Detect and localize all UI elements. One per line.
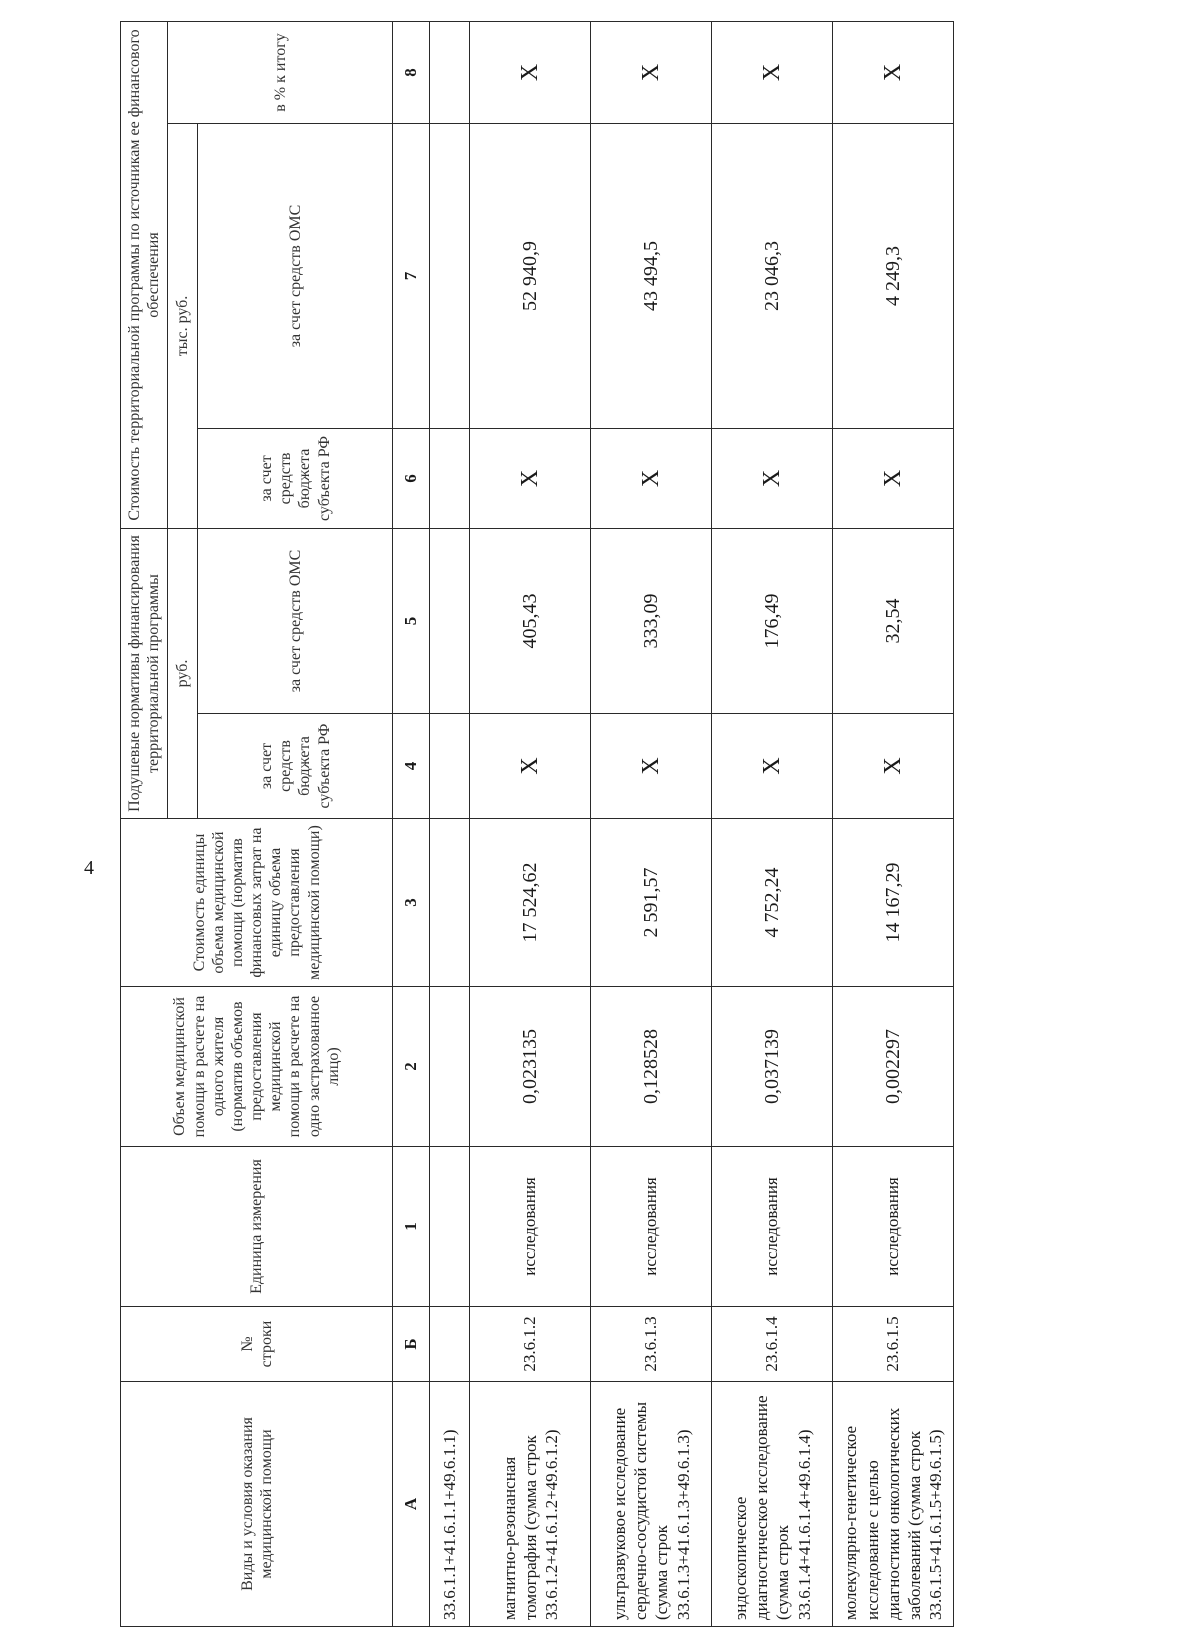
row-unit: исследования: [833, 1147, 954, 1307]
row-budget-tys: X: [591, 428, 712, 528]
row-oms-rub: 333,09: [591, 528, 712, 713]
financing-table: [120, 21, 954, 1627]
row-oms-tys: 43 494,5: [591, 123, 712, 428]
header-line-number: № строки: [121, 1307, 393, 1382]
col-index: 2: [393, 987, 430, 1147]
col-index: 8: [393, 21, 430, 123]
header-tys-rub: тыс. руб.: [168, 123, 198, 528]
row-line: 23.6.1.3: [591, 1307, 712, 1382]
header-vid: Виды и условия оказания медицинской помощи: [121, 1382, 393, 1627]
table-row: [833, 21, 954, 1626]
col-index: 5: [393, 528, 430, 713]
row-unit: исследования: [591, 1147, 712, 1307]
row-unit-cost: 17 524,62: [470, 819, 591, 987]
row-percent: X: [470, 21, 591, 123]
row-volume: 0,128528: [591, 987, 712, 1147]
row-oms-rub: 32,54: [833, 528, 954, 713]
header-oms-tys: за счет средств ОМС: [198, 123, 393, 428]
col-index: А: [393, 1382, 430, 1627]
col-index: 6: [393, 428, 430, 528]
header-budget-tys: за счет средств бюджета субъекта РФ: [198, 428, 393, 528]
header-volume: Объем медицинской помощи в расчете на одного жителя (норматив объемов предоставления медицинской помощи в расчете на одно застрахованное лицо): [121, 987, 393, 1147]
row-percent: X: [591, 21, 712, 123]
row-name: молекулярно-генетическое исследование с целью диагностики онкологических заболеваний (сумма строк 33.6.1.5+41.6.1.5+49.6.1.5): [833, 1382, 954, 1627]
table-row: [470, 21, 591, 1626]
row-budget-tys: X: [833, 428, 954, 528]
row-budget-rub: X: [833, 714, 954, 819]
row-budget-rub: X: [470, 714, 591, 819]
header-unit: Единица измерения: [121, 1147, 393, 1307]
header-rub: руб.: [168, 528, 198, 818]
col-index: 3: [393, 819, 430, 987]
row-unit-cost: 2 591,57: [591, 819, 712, 987]
row-budget-rub: X: [591, 714, 712, 819]
table-header: [121, 21, 430, 1626]
row-budget-tys: X: [712, 428, 833, 528]
col-index: 7: [393, 123, 430, 428]
header-percent: в % к итогу: [168, 21, 393, 123]
table-row: [591, 21, 712, 1626]
column-index-row: [393, 21, 430, 1626]
col-index: Б: [393, 1307, 430, 1382]
row-percent: X: [712, 21, 833, 123]
page-number: 4: [84, 857, 94, 879]
row-volume: 0,023135: [470, 987, 591, 1147]
row-unit: исследования: [470, 1147, 591, 1307]
header-unit-cost: Стоимость единицы объема медицинской помощи (норматив финансовых затрат на единицу объема предоставления медицинской помощи): [121, 819, 393, 987]
row-name: ультразвуковое исследование сердечно-сосудистой системы (сумма строк 33.6.1.3+41.6.1.3+49.6.1.3): [591, 1382, 712, 1627]
continuation-row: [430, 21, 470, 1626]
row-oms-tys: 4 249,3: [833, 123, 954, 428]
financing-table-rotated: [120, 22, 980, 1627]
table-row: [712, 21, 833, 1626]
row-oms-rub: 176,49: [712, 528, 833, 713]
row-name: магнитно-резонансная томография (сумма строк 33.6.1.2+41.6.1.2+49.6.1.2): [470, 1382, 591, 1627]
row-unit: исследования: [712, 1147, 833, 1307]
row-volume: 0,037139: [712, 987, 833, 1147]
row-volume: 0,002297: [833, 987, 954, 1147]
row-name: эндоскопическое диагностическое исследование (сумма строк 33.6.1.4+41.6.1.4+49.6.1.4): [712, 1382, 833, 1627]
row-unit-cost: 4 752,24: [712, 819, 833, 987]
header-normatives: Подушевые нормативы финансирования территориальной программы: [121, 528, 168, 818]
row-line: 23.6.1.5: [833, 1307, 954, 1382]
row-line: 23.6.1.2: [470, 1307, 591, 1382]
continuation-text: 33.6.1.1+41.6.1.1+49.6.1.1): [430, 1382, 470, 1627]
row-budget-rub: X: [712, 714, 833, 819]
header-budget-rub: за счет средств бюджета субъекта РФ: [198, 714, 393, 819]
col-index: 1: [393, 1147, 430, 1307]
row-oms-tys: 52 940,9: [470, 123, 591, 428]
row-budget-tys: X: [470, 428, 591, 528]
row-percent: X: [833, 21, 954, 123]
row-oms-rub: 405,43: [470, 528, 591, 713]
header-program-cost: Стоимость территориальной программы по источникам ее финансового обеспечения: [121, 21, 168, 528]
row-oms-tys: 23 046,3: [712, 123, 833, 428]
col-index: 4: [393, 714, 430, 819]
row-unit-cost: 14 167,29: [833, 819, 954, 987]
header-oms-rub: за счет средств ОМС: [198, 528, 393, 713]
row-line: 23.6.1.4: [712, 1307, 833, 1382]
